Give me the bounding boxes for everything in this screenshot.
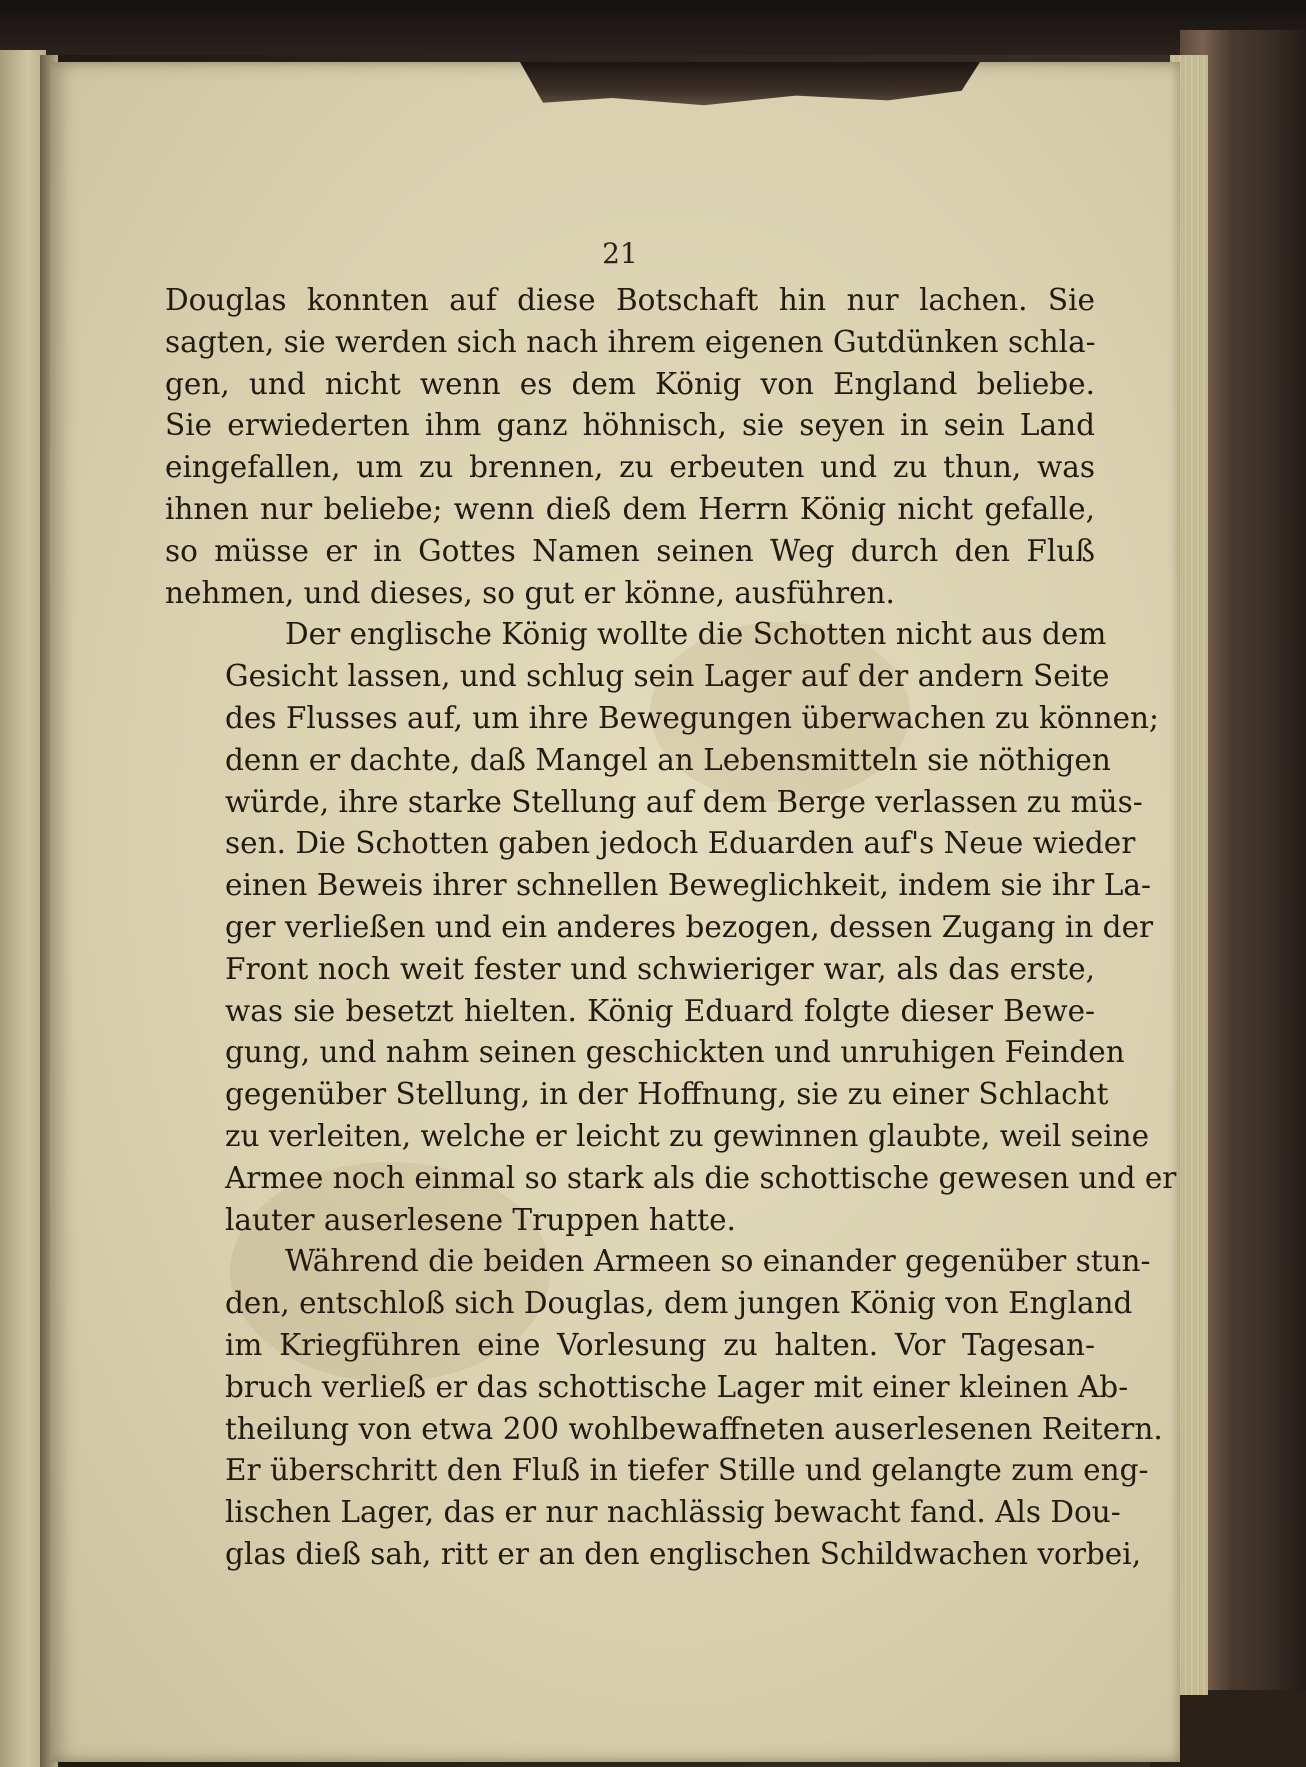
book-page xyxy=(50,62,1180,1762)
background-board xyxy=(0,0,1306,55)
text-line: Armee noch einmal so stark als die schottische gewesen und er xyxy=(225,1160,1177,1195)
text-line: gung, und nahm seinen geschickten und unruhigen Feinden xyxy=(225,1035,1125,1070)
text-line: den, entschloß sich Douglas, dem jungen König von England xyxy=(225,1286,1133,1321)
page-number: 21 xyxy=(602,237,638,270)
torn-page-corner xyxy=(520,62,980,110)
text-line: gegenüber Stellung, in der Hoffnung, sie zu einer Schlacht xyxy=(225,1077,1109,1112)
text-line: Douglas konnten auf diese Botschaft hin nur lachen. Sie xyxy=(165,283,1095,317)
text-line: Front noch weit fester und schwieriger war, als das erste, xyxy=(225,951,1095,986)
text-line: lauter auserlesene Truppen hatte. xyxy=(225,1202,736,1237)
text-line: Er überschritt den Fluß in tiefer Stille und gelangte zum eng- xyxy=(225,1453,1149,1488)
text-line: ger verließen und ein anderes bezogen, dessen Zugang in der xyxy=(225,909,1154,944)
text-line: ihnen nur beliebe; wenn dieß dem Herrn König nicht gefalle, xyxy=(165,491,1095,526)
text-line: glas dieß sah, ritt er an den englischen Schildwachen vorbei, xyxy=(225,1536,1142,1571)
text-line: des Flusses auf, um ihre Bewegungen überwachen zu können; xyxy=(225,700,1159,735)
text-line: eingefallen, um zu brennen, zu erbeuten und zu thun, was xyxy=(165,450,1095,485)
paragraph-3 xyxy=(165,1241,1163,1575)
text-line: Sie erwiederten ihm ganz höhnisch, sie seyen in sein Land xyxy=(165,408,1095,443)
paragraph-2 xyxy=(165,614,1177,1241)
text-line: einen Beweis ihrer schnellen Beweglichkeit, indem sie ihr La- xyxy=(225,868,1151,903)
text-line: Der englische König wollte die Schotten nicht aus dem xyxy=(285,617,1107,652)
text-line: bruch verließ er das schottische Lager mit einer kleinen Ab- xyxy=(225,1369,1129,1404)
text-line: lischen Lager, das er nur nachlässig bewacht fand. Als Dou- xyxy=(225,1495,1121,1530)
text-line: nehmen, und dieses, so gut er könne, ausführen. xyxy=(165,575,895,610)
text-line: theilung von etwa 200 wohlbewaffneten auserlesenen Reitern. xyxy=(225,1411,1163,1446)
text-line: was sie besetzt hielten. König Eduard folgte dieser Bewe- xyxy=(225,993,1095,1028)
text-line: denn er dachte, daß Mangel an Lebensmitteln sie nöthigen xyxy=(225,742,1111,777)
text-line: sen. Die Schotten gaben jedoch Eduarden auf's Neue wieder xyxy=(225,826,1136,861)
text-line: Während die beiden Armeen so einander gegenüber stun- xyxy=(285,1244,1151,1279)
text-line: gen, und nicht wenn es dem König von England beliebe. xyxy=(165,366,1095,401)
text-line: zu verleiten, welche er leicht zu gewinnen glaubte, weil seine xyxy=(225,1118,1150,1153)
paragraph-1 xyxy=(165,280,1095,614)
body-text xyxy=(165,280,1177,1576)
text-line: so müsse er in Gottes Namen seinen Weg durch den Fluß xyxy=(165,533,1095,568)
text-line: Gesicht lassen, und schlug sein Lager auf der andern Seite xyxy=(225,659,1110,694)
text-line: im Kriegführen eine Vorlesung zu halten. Vor Tagesan- xyxy=(225,1327,1095,1362)
text-line: würde, ihre starke Stellung auf dem Berge verlassen zu müs- xyxy=(225,784,1143,819)
text-line: sagten, sie werden sich nach ihrem eigenen Gutdünken schla- xyxy=(165,324,1096,359)
